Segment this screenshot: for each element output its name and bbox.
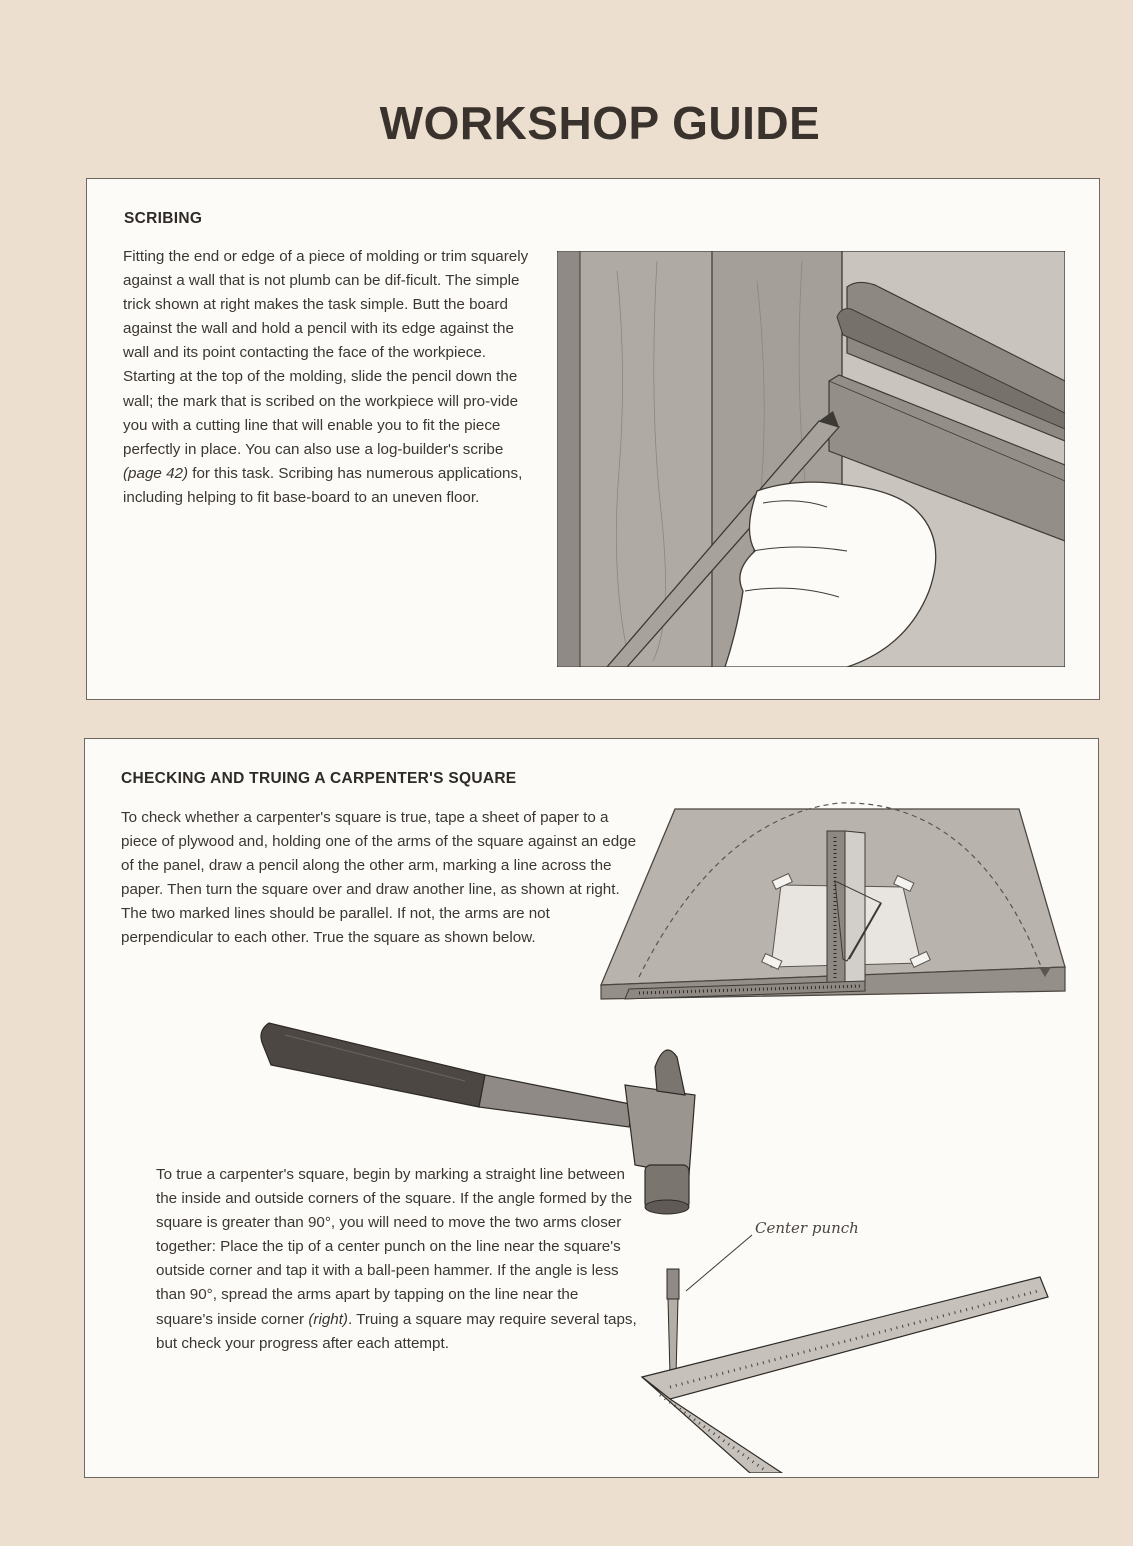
square-panel bbox=[84, 738, 1099, 1478]
plywood-square-illustration bbox=[599, 777, 1069, 1013]
scribing-text-1: Fitting the end or edge of a piece of molding or trim squarely against a wall that is not plumb can be dif-ficult. The simple trick shown at right makes the task simple. Butt the board against the wall and hold a pencil with its edge against the wall and its point contacting the face of the workpiece. Starting at the top of the molding, slide the pencil down the wall; the mark that is scribed on the workpiece will pro-vide you with a cutting line that will enable you to fit the piece perfectly in place. You can also use a log-builder's scribe bbox=[123, 248, 529, 458]
truing-text-1: To true a carpenter's square, begin by marking a straight line between the inside and outside corners of the square. If the angle formed by the square is greater than 90°, you will need to move the two arms closer together: Place the tip of a center punch on the line near the square's outside corner and tap it with a ball-peen hammer. If the angle is less than 90°, spread the arms apart by tapping on the line near the square's inside corner bbox=[156, 1166, 633, 1328]
square-heading: CHECKING AND TRUING A CARPENTER'S SQUARE bbox=[121, 770, 517, 787]
scribing-body bbox=[123, 245, 535, 510]
scribing-text-2: for this task. Scribing has numerous applications, including helping to fit base-board to an uneven floor. bbox=[123, 464, 523, 506]
carpenters-square-illustration bbox=[630, 1227, 1055, 1473]
scribing-illustration bbox=[557, 251, 1065, 667]
truing-text-2: . Truing a square may require several taps, but check your progress after each attempt. bbox=[156, 1310, 637, 1352]
truing-body bbox=[156, 1163, 638, 1356]
page-title: WORKSHOP GUIDE bbox=[379, 97, 821, 149]
truing-ref: (right) bbox=[308, 1310, 348, 1328]
scribing-heading: SCRIBING bbox=[124, 210, 203, 227]
scribing-panel bbox=[86, 178, 1100, 700]
center-punch-callout: Center punch bbox=[755, 1219, 859, 1237]
scribing-page-ref: (page 42) bbox=[123, 464, 189, 482]
checking-body: To check whether a carpenter's square is true, tape a sheet of paper to a piece of plywood and, holding one of the arms of the square against an edge of the panel, draw a pencil along the other arm, marking a line across the paper. Then turn the square over and draw another line, as shown at right. The two marked lines should be parallel. If not, the arms are not perpendicular to each other. True the square as shown below. bbox=[121, 809, 637, 947]
